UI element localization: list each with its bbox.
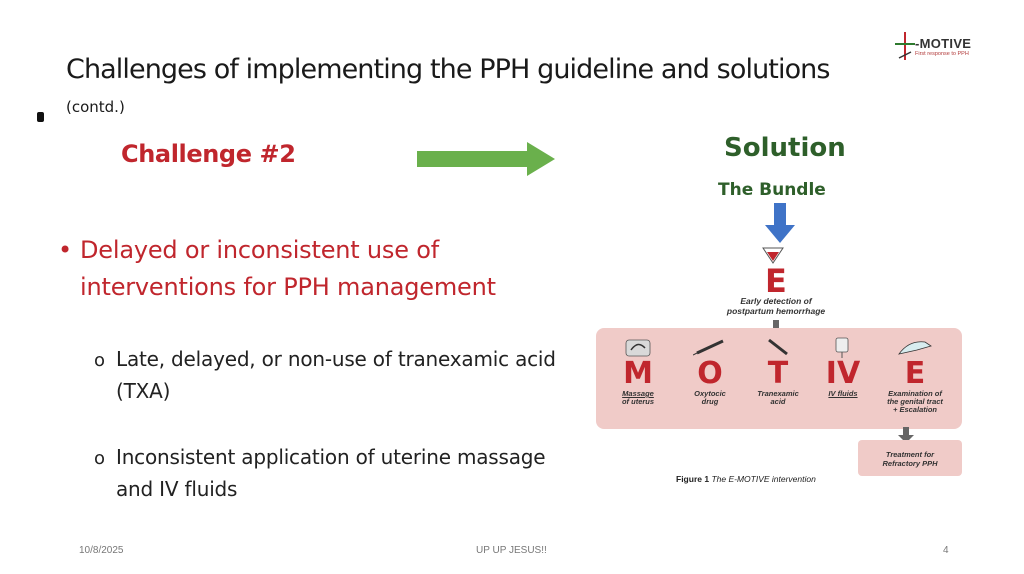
figure-label: Figure 1: [676, 474, 710, 484]
circle-bullet-icon: o: [94, 448, 105, 469]
caption-line: IV fluids: [828, 389, 858, 398]
motive-item-oxytocic: [680, 336, 740, 406]
caption-line: Tranexamic: [757, 389, 799, 398]
caption-line: Oxytocic: [694, 389, 726, 398]
motive-caption-iv: [816, 390, 870, 398]
motive-item-massage: [610, 336, 666, 406]
bullet-dot: [37, 112, 44, 122]
motive-item-iv-fluids: [816, 336, 870, 398]
early-detection-caption: [716, 296, 836, 316]
challenge-bullet-text: Delayed or inconsistent use of interventions for PPH management: [80, 236, 496, 301]
treatment-line-2: Refractory PPH: [882, 459, 938, 468]
motive-caption-o: [680, 390, 740, 406]
sub-bullet-2: [94, 441, 564, 505]
early-detection-line-1: Early detection of: [740, 296, 812, 306]
slide-number: 4: [943, 545, 949, 556]
slide-title: Challenges of implementing the PPH guideline and solutions: [66, 54, 830, 85]
footer-text: UP UP JESUS!!: [476, 545, 547, 556]
footer-date: 10/8/2025: [79, 545, 124, 556]
challenge-bullet: [58, 232, 558, 306]
motive-letter-e: E: [904, 356, 926, 391]
bullet-icon: •: [58, 236, 72, 264]
figure-caption: [676, 474, 816, 484]
solution-heading: Solution: [724, 133, 846, 163]
logo-text: -MOTIVE: [915, 36, 972, 51]
treatment-line-1: Treatment for: [885, 450, 935, 459]
slide-subtitle: (contd.): [66, 98, 125, 116]
sub-bullet-1: [94, 343, 564, 407]
motive-letter-o: O: [697, 356, 723, 391]
down-arrow-icon: [764, 203, 796, 243]
caption-line: of uterus: [621, 397, 655, 406]
motive-letter-t: T: [767, 356, 789, 391]
sub-bullet-1-text: Late, delayed, or non-use of tranexamic acid (TXA): [116, 347, 556, 403]
right-arrow-icon: [417, 142, 555, 176]
e-letter: E: [765, 262, 787, 300]
treatment-refractory-box: [858, 440, 962, 476]
caption-line: Examination of: [888, 389, 942, 398]
syringe-icon: [763, 336, 793, 358]
caption-line: the genital tract: [887, 397, 943, 406]
syringe-icon: [693, 336, 727, 358]
motive-item-tranexamic: [748, 336, 808, 406]
motive-caption-e: [872, 390, 958, 414]
bundle-subheading: The Bundle: [718, 180, 826, 200]
gloved-hand-icon: [895, 336, 935, 358]
motive-letter-m: M: [623, 356, 653, 391]
challenge-heading: Challenge #2: [121, 140, 296, 168]
caption-line: acid: [770, 397, 786, 406]
caption-line: + Escalation: [893, 405, 937, 414]
motive-item-examination: [872, 336, 958, 414]
caption-line: Massage: [622, 389, 654, 398]
logo-tagline: First response to PPH: [915, 51, 969, 57]
figure-caption-text: The E-MOTIVE intervention: [711, 474, 816, 484]
caption-line: drug: [701, 397, 719, 406]
early-detection-line-2: postpartum hemorrhage: [726, 306, 826, 316]
motive-letter-iv: IV: [825, 356, 861, 391]
iv-bag-icon: [831, 336, 855, 358]
hand-massage-icon: [623, 336, 653, 358]
sub-bullet-2-text: Inconsistent application of uterine massage and IV fluids: [116, 445, 546, 501]
motive-caption-m: [610, 390, 666, 406]
e-motive-logo: [893, 30, 983, 66]
motive-bundle-box: [596, 328, 962, 429]
circle-bullet-icon: o: [94, 350, 105, 371]
motive-caption-t: [748, 390, 808, 406]
